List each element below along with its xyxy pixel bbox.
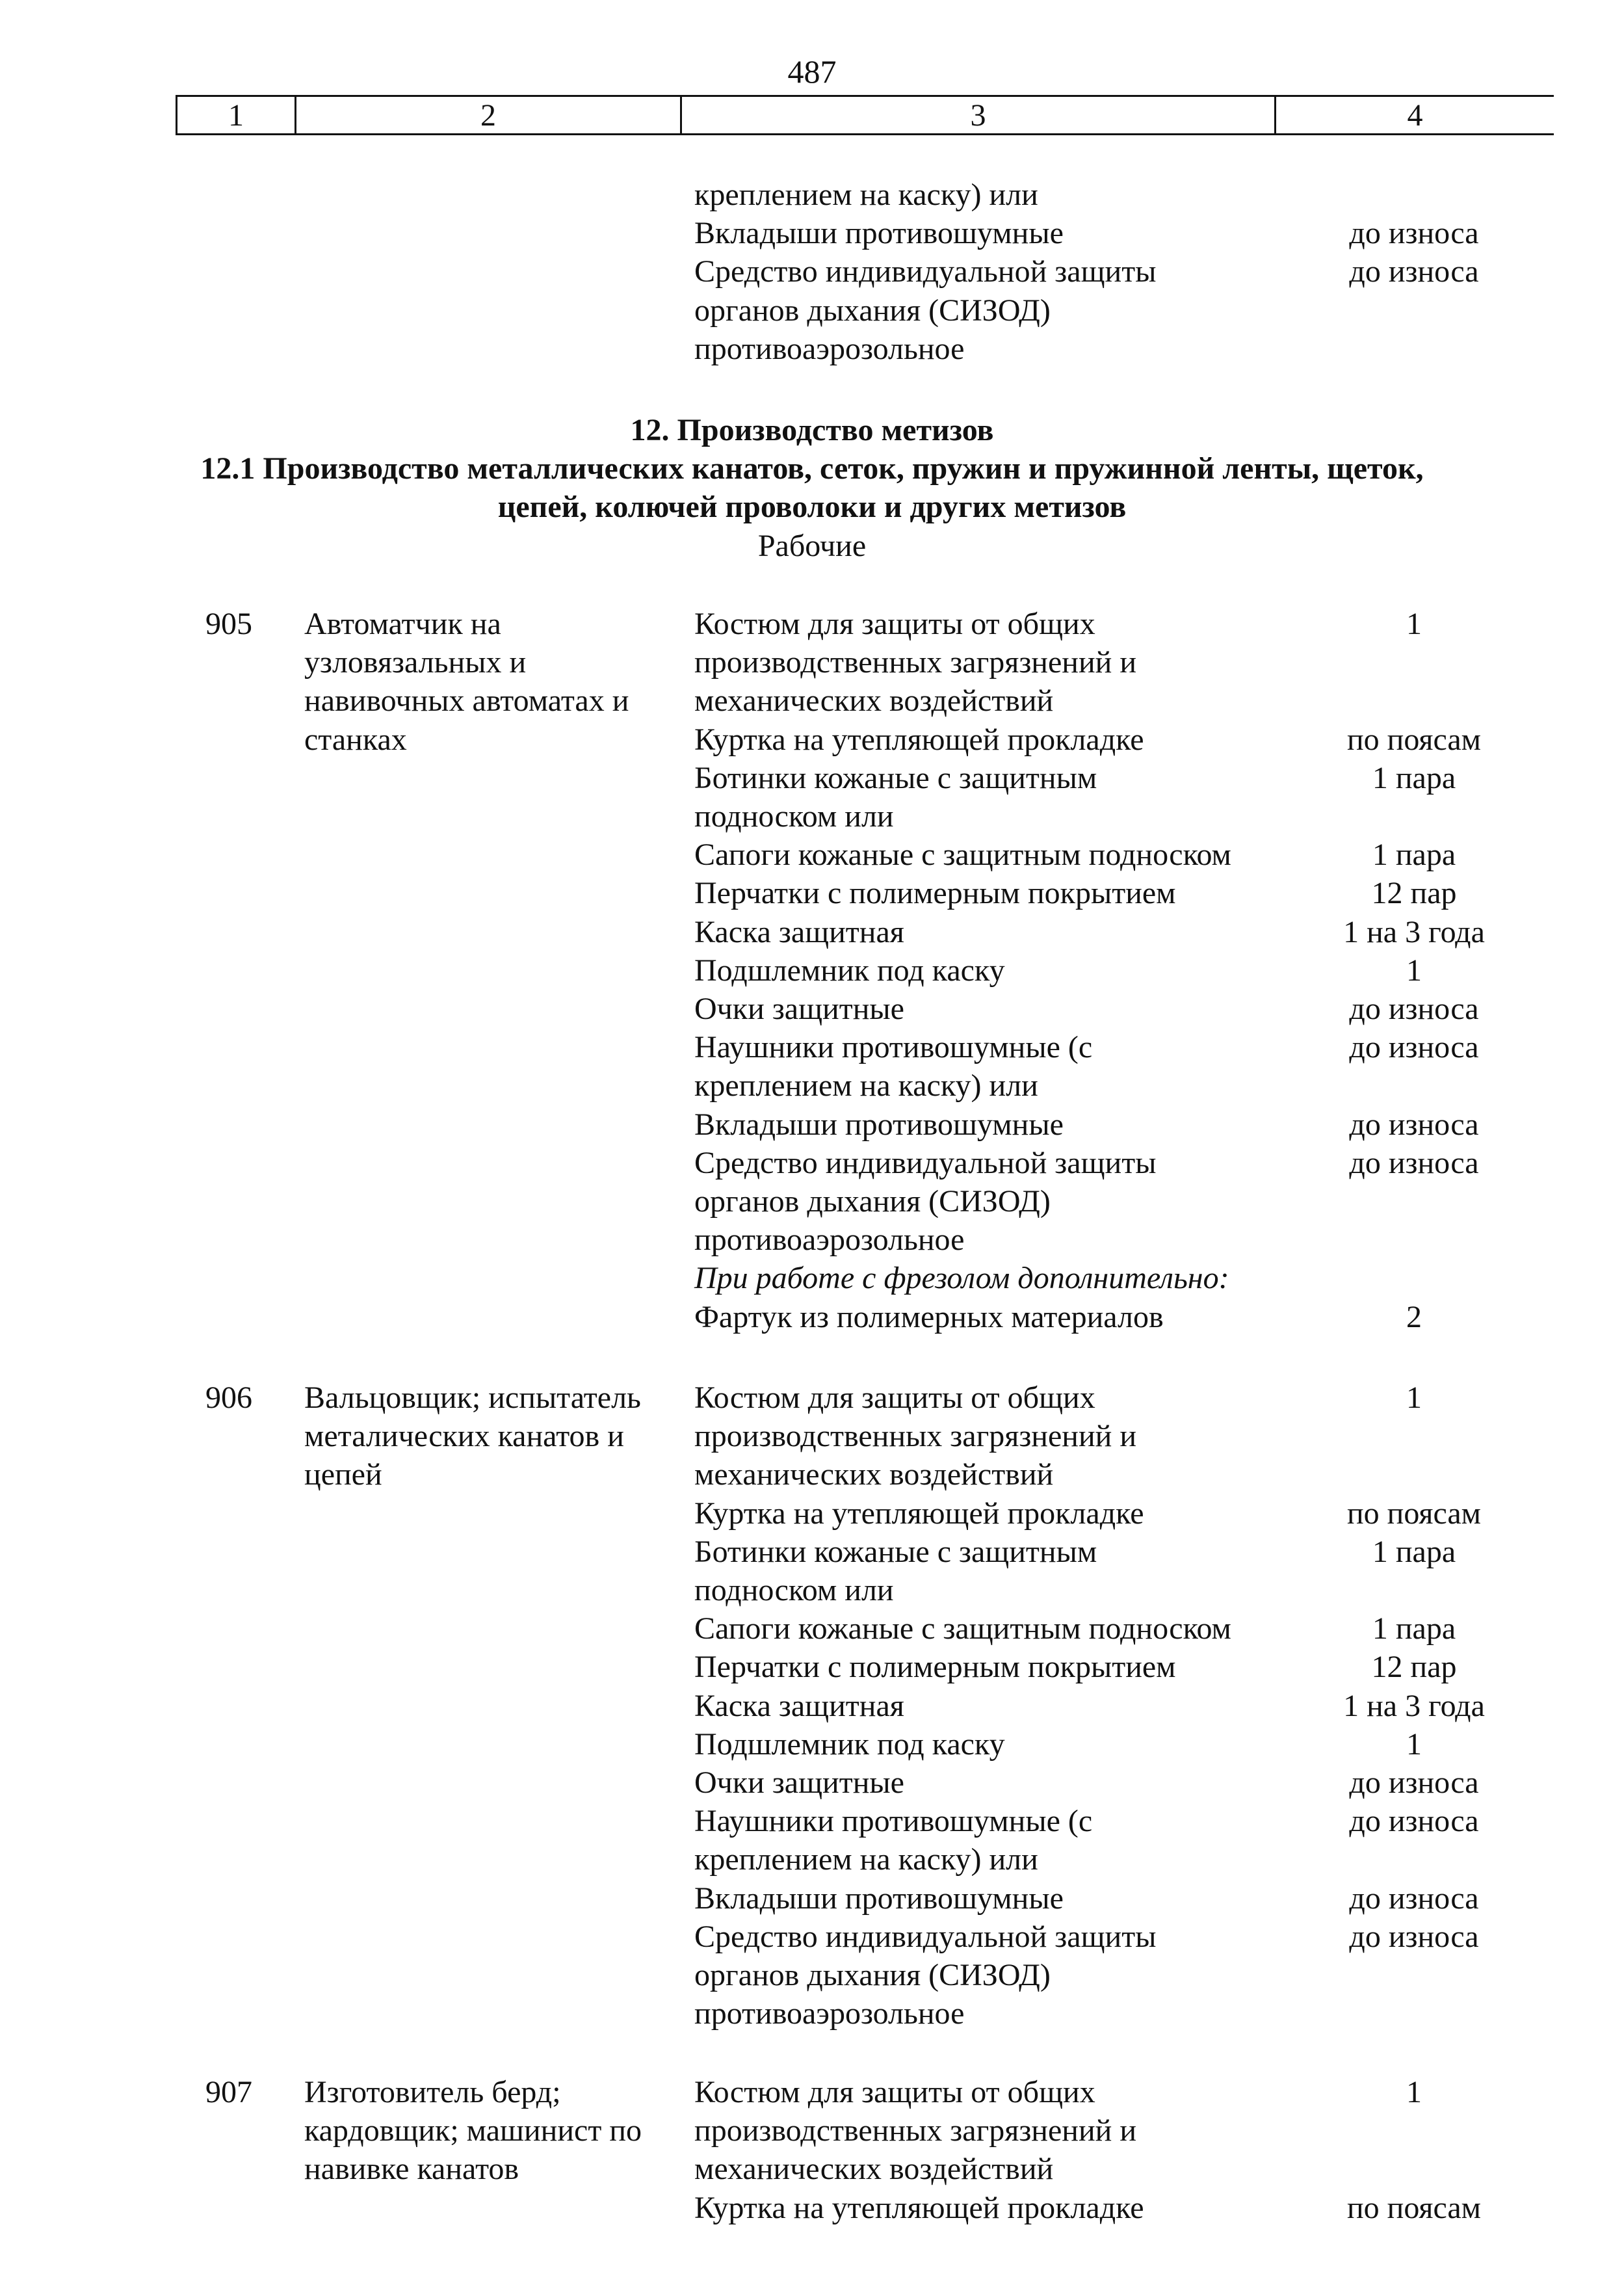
entry-item-text: При работе с фрезолом дополнительно:: [694, 1261, 1229, 1296]
entry-item-qty: по поясам: [1346, 722, 1482, 757]
entry-item-qty: до износа: [1349, 1030, 1479, 1065]
entry-item-text: Сапоги кожаные с защитным подноском: [694, 838, 1231, 873]
entry-item-qty: 1: [1406, 607, 1422, 641]
entry-item-text: подноском или: [694, 799, 894, 834]
entry-item-text: Куртка на утепляющей прокладке: [694, 1496, 1144, 1531]
entry-profession: кардовщик; машинист по: [304, 2113, 642, 2148]
carryover-item-text: Вкладыши противошумные: [694, 216, 1064, 251]
entry-profession: Автоматчик на: [304, 607, 501, 641]
entry-item-qty: до износа: [1349, 1107, 1479, 1142]
entry-item-qty: 1 пара: [1372, 1611, 1456, 1646]
entry-item-text: Перчатки с полимерным покрытием: [694, 876, 1176, 911]
entry-item-qty: 1: [1406, 1726, 1422, 1762]
entry-profession: навивочных автоматах и: [304, 683, 629, 719]
entry-number: 906: [205, 1380, 252, 1415]
entry-item-qty: до износа: [1349, 1880, 1479, 1916]
carryover-item-qty: до износа: [1349, 254, 1479, 289]
section-subtitle: 12.1 Производство металлических канатов, сеток, пружин и пружинной ленты, щеток,: [200, 451, 1424, 486]
entry-item-qty: по поясам: [1346, 2190, 1482, 2225]
entry-item-text: органов дыхания (СИЗОД): [694, 1184, 1051, 1219]
column-header-2: 2: [296, 97, 682, 133]
entry-item-text: Наушники противошумные (с: [694, 1030, 1093, 1065]
entry-item-text: Куртка на утепляющей прокладке: [694, 2190, 1144, 2225]
entry-item-text: Средство индивидуальной защиты: [694, 1919, 1157, 1954]
entry-profession: Вальцовщик; испытатель: [304, 1380, 641, 1415]
entry-item-text: противоаэрозольное: [694, 1222, 965, 1258]
column-header-row: [176, 95, 1554, 135]
entry-item-text: подноском или: [694, 1573, 894, 1607]
entry-item-text: Костюм для защиты от общих: [694, 607, 1095, 641]
entry-item-text: механических воздействий: [694, 2152, 1054, 2187]
entry-item-text: Костюм для защиты от общих: [694, 1380, 1095, 1415]
entry-item-text: Куртка на утепляющей прокладке: [694, 722, 1144, 757]
entry-item-qty: 1 пара: [1372, 1534, 1456, 1569]
entry-item-text: противоаэрозольное: [694, 1996, 965, 2031]
entry-item-text: органов дыхания (СИЗОД): [694, 1958, 1051, 1992]
entry-item-qty: 12 пар: [1371, 876, 1457, 911]
entry-item-text: Сапоги кожаные с защитным подноском: [694, 1611, 1231, 1646]
entry-item-text: креплением на каску) или: [694, 1842, 1038, 1877]
entry-item-qty: 12 пар: [1371, 1650, 1457, 1685]
carryover-item-qty: до износа: [1349, 216, 1479, 251]
entry-item-text: Каска защитная: [694, 1688, 904, 1723]
entry-item-qty: 1: [1406, 953, 1422, 988]
entry-item-text: Ботинки кожаные с защитным: [694, 760, 1097, 795]
section-category: Рабочие: [757, 528, 867, 563]
entry-item-qty: 1 пара: [1372, 838, 1456, 873]
entry-item-text: Вкладыши противошумные: [694, 1880, 1064, 1916]
column-header-3: 3: [682, 97, 1276, 133]
entry-item-text: креплением на каску) или: [694, 1068, 1038, 1103]
section-title: 12. Производство метизов: [630, 413, 994, 447]
entry-item-qty: до износа: [1349, 1919, 1479, 1954]
entry-profession: станках: [304, 722, 407, 757]
entry-item-qty: 1 пара: [1372, 760, 1456, 795]
entry-item-text: Очки защитные: [694, 992, 904, 1026]
entry-item-qty: 1 на 3 года: [1343, 914, 1485, 949]
carryover-item-text: Средство индивидуальной защиты: [694, 254, 1157, 289]
entry-item-qty: до износа: [1349, 992, 1479, 1026]
entry-item-qty: до износа: [1349, 1145, 1479, 1180]
carryover-item-text: противоаэрозольное: [694, 331, 965, 366]
entry-item-text: Каска защитная: [694, 914, 904, 949]
entry-item-text: Средство индивидуальной защиты: [694, 1145, 1157, 1180]
column-header-1: 1: [177, 97, 296, 133]
entry-profession: навивке канатов: [304, 2152, 519, 2187]
entry-item-text: производственных загрязнений и: [694, 2113, 1137, 2148]
entry-item-text: Очки защитные: [694, 1765, 904, 1800]
entry-item-text: производственных загрязнений и: [694, 645, 1137, 680]
entry-profession: цепей: [304, 1457, 382, 1492]
entry-item-text: Наушники противошумные (с: [694, 1804, 1093, 1839]
entry-item-text: механических воздействий: [694, 1457, 1054, 1492]
entry-item-qty: 2: [1406, 1299, 1422, 1334]
entry-item-text: Костюм для защиты от общих: [694, 2075, 1095, 2109]
entry-number: 907: [205, 2075, 252, 2109]
entry-item-text: Ботинки кожаные с защитным: [694, 1534, 1097, 1569]
entry-item-text: Перчатки с полимерным покрытием: [694, 1650, 1176, 1685]
entry-item-qty: 1: [1406, 1380, 1422, 1415]
entry-item-text: Подшлемник под каску: [694, 953, 1005, 988]
entry-item-qty: 1: [1406, 2075, 1422, 2109]
entry-item-qty: 1 на 3 года: [1343, 1688, 1485, 1723]
section-subtitle: цепей, колючей проволоки и других метизов: [497, 490, 1127, 525]
entry-item-text: производственных загрязнений и: [694, 1419, 1137, 1454]
entry-profession: узловязальных и: [304, 645, 527, 680]
entry-number: 905: [205, 607, 252, 641]
entry-profession: Изготовитель берд;: [304, 2075, 561, 2109]
page-number: 487: [787, 53, 837, 90]
entry-item-text: механических воздействий: [694, 683, 1054, 719]
carryover-item-text: креплением на каску) или: [694, 178, 1038, 212]
entry-profession: металических канатов и: [304, 1419, 624, 1454]
entry-item-text: Вкладыши противошумные: [694, 1107, 1064, 1142]
carryover-item-text: органов дыхания (СИЗОД): [694, 293, 1051, 328]
entry-item-qty: до износа: [1349, 1765, 1479, 1800]
entry-item-qty: по поясам: [1346, 1496, 1482, 1531]
entry-item-qty: до износа: [1349, 1804, 1479, 1839]
entry-item-text: Подшлемник под каску: [694, 1726, 1005, 1762]
column-header-4: 4: [1407, 98, 1423, 133]
entry-item-text: Фартук из полимерных материалов: [694, 1299, 1164, 1334]
